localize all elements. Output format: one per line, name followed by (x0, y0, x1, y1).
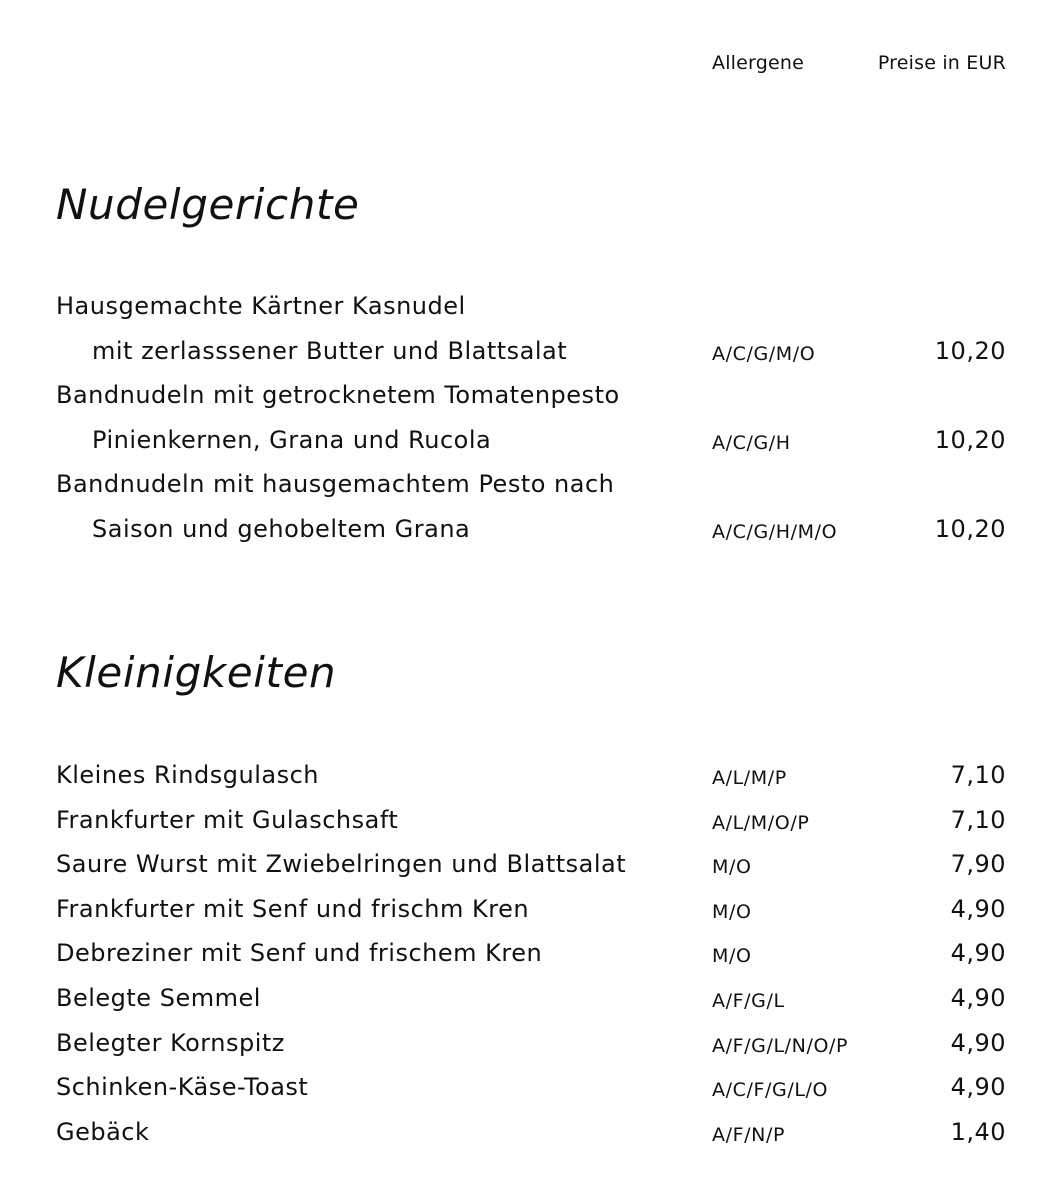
menu-item-line (0, 425, 1052, 470)
menu-item (0, 1028, 1052, 1073)
menu-item-allergens: A/F/G/L (712, 989, 785, 1012)
menu-item-price: 7,10 (950, 761, 1006, 789)
menu-item-line (0, 469, 1052, 514)
menu-item-price: 7,10 (950, 805, 1006, 834)
menu-item (0, 760, 1052, 805)
menu-item-allergens: A/C/G/M/O (712, 342, 816, 365)
menu-item-price: 10,20 (934, 336, 1006, 365)
menu-item-description: Pinienkernen, Grana und Rucola (92, 425, 492, 454)
menu-item-line (0, 380, 1052, 425)
menu-item-name: Gebäck (56, 1117, 150, 1146)
menu-item-line (0, 291, 1052, 336)
menu-item-description: mit zerlasssener Butter und Blattsalat (92, 336, 568, 365)
menu-item-allergens: A/C/G/H (712, 431, 791, 454)
section-title-kleinigkeiten: Kleinigkeiten (56, 648, 337, 697)
menu-item-allergens: A/L/M/O/P (712, 811, 810, 834)
menu-item-allergens: M/O (712, 900, 752, 923)
menu-item-price: 10,20 (934, 514, 1006, 543)
menu-item-line (0, 336, 1052, 381)
menu-item-line (0, 514, 1052, 559)
menu-item-allergens: A/F/N/P (712, 1123, 786, 1146)
menu-item-price: 1,40 (950, 1117, 1006, 1146)
menu-item-allergens: A/F/G/L/N/O/P (712, 1034, 849, 1057)
menu-item-price: 4,90 (950, 939, 1006, 968)
nudelgerichte-list (0, 291, 1052, 559)
menu-item-price: 4,90 (950, 1028, 1006, 1057)
section-title-nudelgerichte: Nudelgerichte (56, 180, 360, 229)
menu-item-price: 4,90 (950, 1073, 1006, 1102)
menu-item (0, 1072, 1052, 1117)
menu-item-name: Hausgemachte Kärtner Kasnudel (56, 292, 466, 320)
column-header (0, 52, 1052, 80)
menu-item-price: 10,20 (934, 425, 1006, 454)
menu-item-name: Bandnudeln mit hausgemachtem Pesto nach (56, 470, 615, 499)
menu-item (0, 1117, 1052, 1162)
allergens-column-label: Allergene (712, 52, 805, 74)
menu-item (0, 894, 1052, 939)
menu-item-name: Schinken-Käse-Toast (56, 1073, 309, 1102)
menu-item-name: Belegter Kornspitz (56, 1028, 285, 1057)
menu-item-name: Belegte Semmel (56, 983, 261, 1012)
menu-item-allergens: A/C/F/G/L/O (712, 1079, 829, 1102)
menu-item-name: Frankfurter mit Senf und frischm Kren (56, 894, 530, 923)
prices-column-label: Preise in EUR (877, 52, 1006, 74)
menu-item-name: Kleines Rindsgulasch (56, 761, 319, 789)
menu-item-price: 4,90 (950, 983, 1006, 1012)
menu-item (0, 849, 1052, 894)
menu-item-name: Frankfurter mit Gulaschsaft (56, 805, 399, 834)
menu-item-name: Saure Wurst mit Zwiebelringen und Blattsalat (56, 850, 627, 879)
menu-item-allergens: A/C/G/H/M/O (712, 520, 838, 543)
menu-item-name: Bandnudeln mit getrocknetem Tomatenpesto (56, 381, 620, 410)
menu-item-allergens: A/L/M/P (712, 767, 787, 789)
menu-item (0, 938, 1052, 983)
menu-item (0, 805, 1052, 850)
menu-item (0, 983, 1052, 1028)
menu-item-price: 4,90 (950, 894, 1006, 923)
menu-item-allergens: M/O (712, 856, 752, 879)
menu-item-name: Debreziner mit Senf und frischem Kren (56, 939, 543, 968)
menu-item-allergens: M/O (712, 945, 752, 968)
menu-item-description: Saison und gehobeltem Grana (92, 514, 471, 543)
kleinigkeiten-list (0, 760, 1052, 1161)
menu-item-price: 7,90 (950, 850, 1006, 879)
